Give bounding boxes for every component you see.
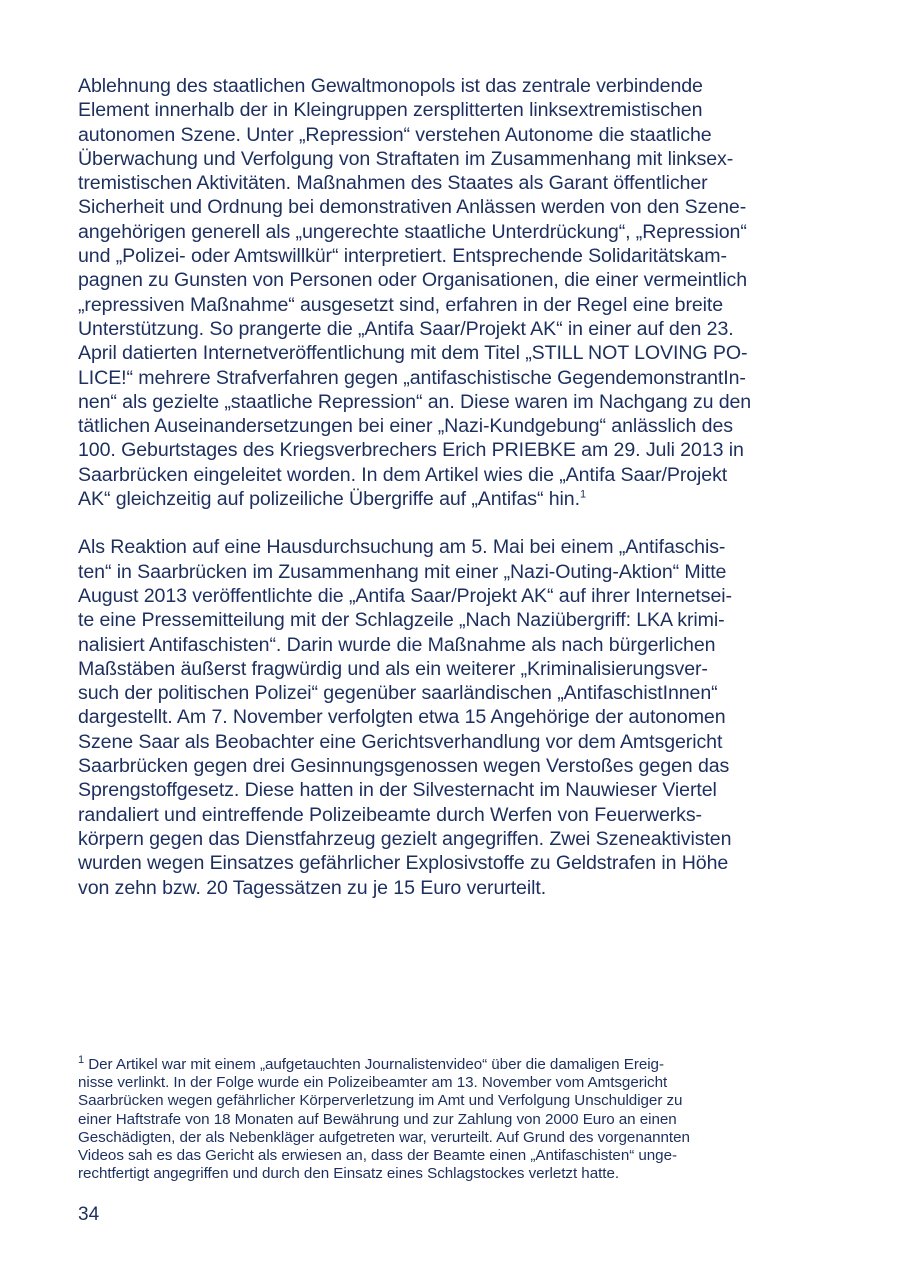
footnote-line: Der Artikel war mit einem „aufgetauchten Journalistenvideo“ über die damaligen Ereig- xyxy=(84,1056,664,1073)
paragraph-1-line: Saarbrücken eingeleitet worden. In dem Artikel wies die „Antifa Saar/Projekt xyxy=(78,463,728,486)
paragraph-2-line: Szene Saar als Beobachter eine Gerichtsverhandlung vor dem Amtsgericht xyxy=(78,730,723,753)
paragraph-1-line: Ablehnung des staatlichen Gewaltmonopols ist das zentrale verbindende xyxy=(78,75,703,97)
paragraph-1-line: tätlichen Auseinandersetzungen bei einer „Nazi-Kundgebung“ anlässlich des xyxy=(78,415,733,438)
paragraph-1-last-line xyxy=(78,487,823,511)
paragraph-1-line: angehörigen generell als „ungerechte staatliche Unterdrückung“, „Repression“ xyxy=(78,220,747,243)
paragraph-2-line: August 2013 veröffentlichte die „Antifa Saar/Projekt AK“ auf ihrer Internetsei- xyxy=(78,584,732,607)
paragraph-2-line: Maßstäben äußerst fragwürdig und als ein weiterer „Kriminalisierungsver- xyxy=(78,657,708,680)
footnote-line: rechtfertigt angegriffen und durch den Einsatz eines Schlagstockes verletzt hatte. xyxy=(78,1165,620,1183)
paragraph-2-line: ten“ in Saarbrücken im Zusammenhang mit einer „Nazi-Outing-Aktion“ Mitte xyxy=(78,560,727,583)
footnote-line: nisse verlinkt. In der Folge wurde ein Polizeibeamter am 13. November vom Amtsgericht xyxy=(78,1074,668,1092)
paragraph-1-line: Unterstützung. So prangerte die „Antifa Saar/Projekt AK“ in einer auf den 23. xyxy=(78,317,734,340)
main-text xyxy=(78,74,823,900)
paragraph-1-line: April datierten Internetveröffentlichung mit dem Titel „STILL NOT LOVING PO- xyxy=(78,342,748,365)
paragraph-2-line: such der politischen Polizei“ gegenüber saarländischen „AntifaschistInnen“ xyxy=(78,682,718,705)
paragraph-1-line: LICE!“ mehrere Strafverfahren gegen „antifaschistische GegendemonstrantIn- xyxy=(78,366,746,389)
paragraph-2-line: wurden wegen Einsatzes gefährlicher Explosivstoffe zu Geldstrafen in Höhe xyxy=(78,852,729,875)
paragraph-1-line: und „Polizei- oder Amtswillkür“ interpretiert. Entsprechende Solidaritätskam- xyxy=(78,245,727,268)
paragraph-1 xyxy=(78,74,823,511)
paragraph-1-line: „repressiven Maßnahme“ ausgesetzt sind, erfahren in der Regel eine breite xyxy=(78,293,724,316)
paragraph-2 xyxy=(78,535,823,899)
paragraph-2-line: Saarbrücken gegen drei Gesinnungsgenossen wegen Verstoßes gegen das xyxy=(78,755,730,778)
paragraph-1-line: autonomen Szene. Unter „Repression“ verstehen Autonome die staatliche xyxy=(78,123,712,146)
footnote-line: einer Haftstrafe von 18 Monaten auf Bewährung und zur Zahlung von 2000 Euro an einen xyxy=(78,1110,677,1128)
paragraph-1-line: Überwachung und Verfolgung von Straftaten im Zusammenhang mit linksex- xyxy=(78,147,734,170)
paragraph-1-line: pagnen zu Gunsten von Personen oder Organisationen, die einer vermeintlich xyxy=(78,269,748,292)
paragraph-2-line: randaliert und eintreffende Polizeibeamte durch Werfen von Feuerwerks- xyxy=(78,803,702,826)
footnote-line: Saarbrücken wegen gefährlicher Körperverletzung im Amt und Verfolgung Unschuldiger zu xyxy=(78,1092,683,1110)
paragraph-2-line: körpern gegen das Dienstfahrzeug gezielt angegriffen. Zwei Szeneaktivisten xyxy=(78,827,732,850)
page-number: 34 xyxy=(78,1204,100,1225)
paragraph-1-line: Sicherheit und Ordnung bei demonstrativen Anlässen werden von den Szene- xyxy=(78,196,747,219)
paragraph-2-line: te eine Pressemitteilung mit der Schlagzeile „Nach Naziübergriff: LKA krimi- xyxy=(78,609,725,632)
paragraph-2-line: von zehn bzw. 20 Tagessätzen zu je 15 Euro verurteilt. xyxy=(78,876,547,899)
paragraph-1-line: 100. Geburtstages des Kriegsverbrechers Erich PRIEBKE am 29. Juli 2013 in xyxy=(78,439,744,462)
paragraph-2-line: nalisiert Antifaschisten“. Darin wurde die Maßnahme als nach bürgerlichen xyxy=(78,633,716,656)
paragraph-1-line: nen“ als gezielte „staatliche Repression“ an. Diese waren im Nachgang zu den xyxy=(78,390,752,413)
paragraph-2-line: dargestellt. Am 7. November verfolgten etwa 15 Angehörige der autonomen xyxy=(78,706,726,729)
paragraph-1-line: Element innerhalb der in Kleingruppen zersplitterten linksextremistischen xyxy=(78,99,703,122)
footnote-mark: 1 xyxy=(78,1053,85,1066)
footnote-reference[interactable]: 1 xyxy=(579,488,586,501)
paragraph-1-line: AK“ gleichzeitig auf polizeiliche Übergriffe auf „Antifas“ hin. xyxy=(78,488,580,511)
footnote-line: Geschädigten, der als Nebenkläger aufgetreten war, verurteilt. Auf Grund des vorgenannten xyxy=(78,1128,690,1146)
footnote-first-line xyxy=(78,1053,823,1074)
paragraph-2-line: Als Reaktion auf eine Hausdurchsuchung am 5. Mai bei einem „Antifaschis- xyxy=(78,536,726,559)
footnote-line: Videos sah es das Gericht als erwiesen an, dass der Beamte einen „Antifaschisten“ unge- xyxy=(78,1147,677,1165)
footnote xyxy=(78,1053,823,1183)
paragraph-2-line: Sprengstoffgesetz. Diese hatten in der Silvesternacht im Nauwieser Viertel xyxy=(78,779,717,802)
paragraph-1-line: tremistischen Aktivitäten. Maßnahmen des Staates als Garant öffentlicher xyxy=(78,172,708,195)
